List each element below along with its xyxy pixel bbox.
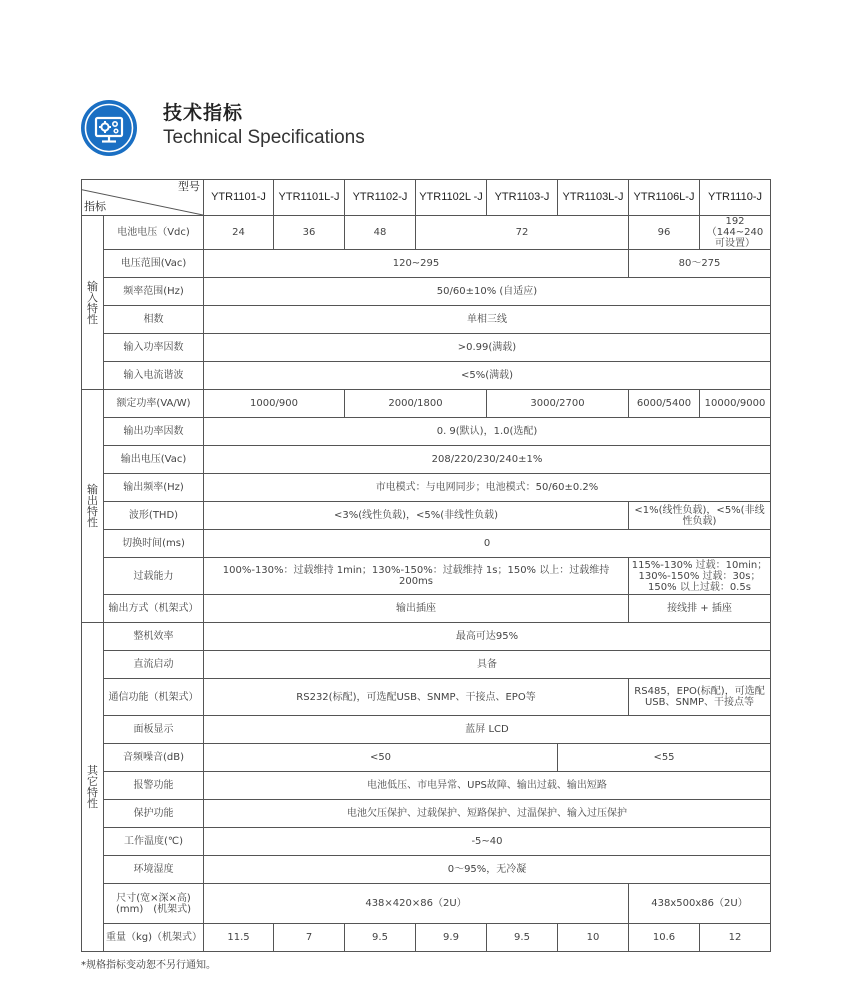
model-header: YTR1103L-J	[558, 180, 629, 216]
table-cell: 10.6	[629, 924, 700, 952]
table-cell: <1%(线性负载)，<5%(非线性负载)	[629, 502, 771, 530]
table-cell: 9.5	[487, 924, 558, 952]
row-label: 音频噪音(dB)	[104, 744, 204, 772]
table-row	[82, 772, 771, 800]
row-label: 保护功能	[104, 800, 204, 828]
table-cell: 80～275	[629, 250, 771, 278]
table-row	[82, 530, 771, 558]
table-cell: <50	[204, 744, 558, 772]
table-cell: 24	[204, 216, 274, 250]
table-cell: 电池低压、市电异常、UPS故障、输出过载、输出短路	[204, 772, 771, 800]
row-label: 输出频率(Hz)	[104, 474, 204, 502]
table-cell: <3%(线性负载)，<5%(非线性负载)	[204, 502, 629, 530]
model-header: YTR1106L-J	[629, 180, 700, 216]
table-cell: 10000/9000	[700, 390, 771, 418]
table-row	[82, 924, 771, 952]
group-label-output: 输 出 特 性	[82, 390, 104, 623]
model-header: YTR1102L -J	[416, 180, 487, 216]
page-subtitle: Technical Specifications	[163, 127, 365, 148]
table-row	[82, 856, 771, 884]
row-label: 通信功能（机架式）	[104, 679, 204, 716]
spec-table	[81, 179, 771, 952]
table-cell: <5%(满载)	[204, 362, 771, 390]
table-cell: <55	[558, 744, 771, 772]
table-cell: 208/220/230/240±1%	[204, 446, 771, 474]
table-row	[82, 744, 771, 772]
row-label: 过载能力	[104, 558, 204, 595]
table-row	[82, 679, 771, 716]
row-label: 电池电压（Vdc)	[104, 216, 204, 250]
table-row	[82, 502, 771, 530]
table-row	[82, 334, 771, 362]
table-cell: 市电模式：与电网同步；电池模式：50/60±0.2%	[204, 474, 771, 502]
model-header: YTR1102-J	[345, 180, 416, 216]
footnote: *规格指标变动恕不另行通知。	[81, 960, 216, 971]
gear-monitor-icon	[79, 98, 139, 158]
model-header: YTR1101L-J	[274, 180, 345, 216]
table-cell: 单相三线	[204, 306, 771, 334]
table-row	[82, 716, 771, 744]
header-row	[82, 180, 771, 216]
table-row	[82, 418, 771, 446]
table-cell: RS232(标配)，可选配USB、SNMP、干接点、EPO等	[204, 679, 629, 716]
table-row	[82, 828, 771, 856]
row-label: 输出电压(Vac)	[104, 446, 204, 474]
table-cell: 9.9	[416, 924, 487, 952]
table-cell: 438x500x86（2U）	[629, 884, 771, 924]
table-cell: 0. 9(默认)，1.0(选配)	[204, 418, 771, 446]
table-cell: 1000/900	[204, 390, 345, 418]
model-header: YTR1103-J	[487, 180, 558, 216]
table-cell: 100%-130%：过载维持 1min；130%-150%：过载维持 1s；150% 以上：过载维持 200ms	[204, 558, 629, 595]
row-label: 频率范围(Hz)	[104, 278, 204, 306]
table-cell: 3000/2700	[487, 390, 629, 418]
table-cell: 2000/1800	[345, 390, 487, 418]
table-row	[82, 216, 771, 250]
row-label: 输出功率因数	[104, 418, 204, 446]
table-row	[82, 623, 771, 651]
table-row	[82, 474, 771, 502]
table-cell: 0～95%，无冷凝	[204, 856, 771, 884]
group-label-input: 输 入 特 性	[82, 216, 104, 390]
row-label: 尺寸(宽×深×高)(mm) (机架式)	[104, 884, 204, 924]
table-cell: 36	[274, 216, 345, 250]
row-label: 整机效率	[104, 623, 204, 651]
table-cell: RS485，EPO(标配)，可选配USB、SNMP、干接点等	[629, 679, 771, 716]
table-row	[82, 446, 771, 474]
row-label: 波形(THD)	[104, 502, 204, 530]
row-label: 额定功率(VA/W)	[104, 390, 204, 418]
corner-model-label: 型号	[178, 181, 200, 193]
corner-spec-label: 指标	[84, 201, 106, 213]
table-row	[82, 278, 771, 306]
row-label: 报警功能	[104, 772, 204, 800]
table-cell: 电池欠压保护、过载保护、短路保护、过温保护、输入过压保护	[204, 800, 771, 828]
table-row	[82, 390, 771, 418]
table-cell: 最高可达95%	[204, 623, 771, 651]
table-cell: 接线排 + 插座	[629, 595, 771, 623]
row-label: 直流启动	[104, 651, 204, 679]
table-row	[82, 362, 771, 390]
table-cell: 输出插座	[204, 595, 629, 623]
table-cell: -5~40	[204, 828, 771, 856]
row-label: 面板显示	[104, 716, 204, 744]
row-label: 相数	[104, 306, 204, 334]
table-cell: >0.99(满载)	[204, 334, 771, 362]
table-row	[82, 651, 771, 679]
table-cell: 48	[345, 216, 416, 250]
row-label: 重量（kg)（机架式）	[104, 924, 204, 952]
page-title: 技术指标	[163, 102, 244, 124]
row-label: 切换时间(ms)	[104, 530, 204, 558]
table-cell: 具备	[204, 651, 771, 679]
table-cell: 115%-130% 过载：10min；130%-150% 过载：30s；150% 以上过载：0.5s	[629, 558, 771, 595]
row-label: 环境湿度	[104, 856, 204, 884]
table-cell: 12	[700, 924, 771, 952]
table-cell: 438×420×86（2U）	[204, 884, 629, 924]
table-cell: 0	[204, 530, 771, 558]
model-header: YTR1101-J	[204, 180, 274, 216]
table-cell: 6000/5400	[629, 390, 700, 418]
table-row	[82, 558, 771, 595]
row-label: 输出方式（机架式）	[104, 595, 204, 623]
table-cell: 蓝屏 LCD	[204, 716, 771, 744]
table-cell: 11.5	[204, 924, 274, 952]
row-label: 输入功率因数	[104, 334, 204, 362]
table-row	[82, 884, 771, 924]
table-cell: 7	[274, 924, 345, 952]
row-label: 电压范围(Vac)	[104, 250, 204, 278]
table-row	[82, 595, 771, 623]
table-cell: 50/60±10% (自适应)	[204, 278, 771, 306]
table-cell: 9.5	[345, 924, 416, 952]
model-header: YTR1110-J	[700, 180, 771, 216]
table-cell: 10	[558, 924, 629, 952]
group-label-other: 其 它 特 性	[82, 623, 104, 952]
table-cell: 96	[629, 216, 700, 250]
table-cell: 72	[416, 216, 629, 250]
table-row	[82, 250, 771, 278]
table-row	[82, 306, 771, 334]
row-label: 工作温度(℃)	[104, 828, 204, 856]
table-cell: 192（144~240可设置）	[700, 216, 771, 250]
table-row	[82, 800, 771, 828]
row-label: 输入电流谐波	[104, 362, 204, 390]
corner-cell	[82, 180, 204, 216]
table-cell: 120~295	[204, 250, 629, 278]
